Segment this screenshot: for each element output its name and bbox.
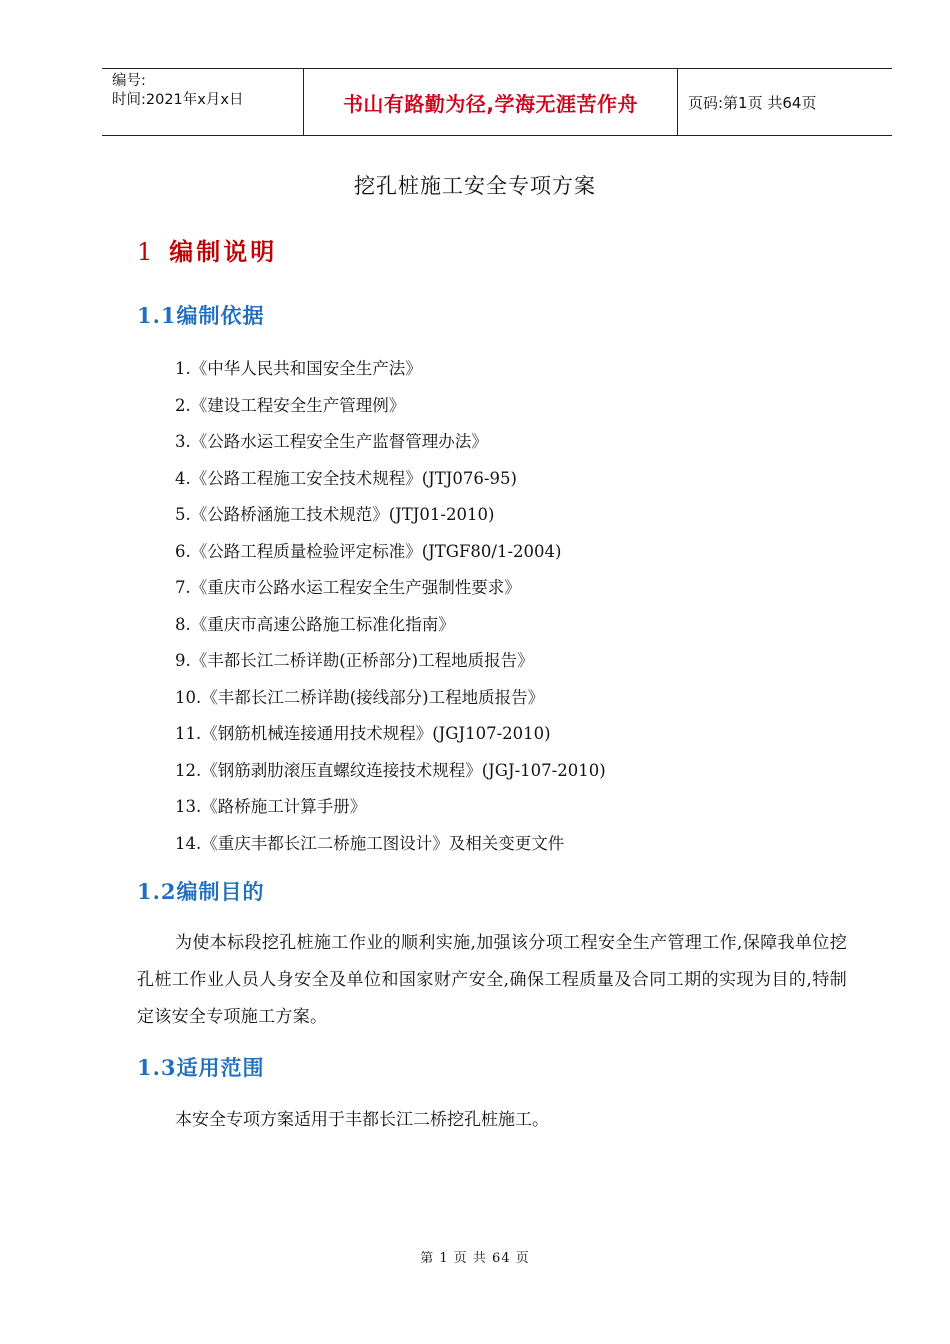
reference-item: 5.《公路桥涵施工技术规范》(JTJ01-2010) [175,505,495,524]
reference-item: 4.《公路工程施工安全技术规程》(JTJ076-95) [175,469,517,488]
page-header [102,68,892,136]
reference-item: 12.《钢筋剥肋滚压直螺纹连接技术规程》(JGJ-107-2010) [175,761,606,780]
reference-item: 9.《丰都长江二桥详勘(正桥部分)工程地质报告》 [175,651,534,670]
section-1-title: 编制说明 [169,237,278,266]
reference-item: 3.《公路水运工程安全生产监督管理办法》 [175,432,488,451]
page-footer: 第 1 页 共 64 页 [420,1251,530,1266]
header-number-label: 编号: [112,73,146,89]
reference-item: 2.《建设工程安全生产管理例》 [175,396,406,415]
purpose-paragraph: 为使本标段挖孔桩施工作业的顺利实施,加强该分项工程安全生产管理工作,保障我单位挖孔桩工作业人员人身安全及单位和国家财产安全,确保工程质量及合同工期的实现为目的,特制定该安全专项施工方案。 [137,933,847,1027]
section-1-number: 1 [137,238,156,266]
header-motto: 书山有路勤为径,学海无涯苦作舟 [304,69,678,135]
section-1-heading [137,232,277,267]
scope-paragraph: 本安全专项方案适用于丰都长江二桥挖孔桩施工。 [175,1110,549,1130]
header-time-label: 时间:2021年x月x日 [112,92,244,108]
reference-item: 1.《中华人民共和国安全生产法》 [175,359,422,378]
section-1-2-heading: 1.2编制目的 [137,879,265,904]
header-page-info: 页码:第1页 共64页 [688,93,817,112]
reference-item: 11.《钢筋机械连接通用技术规程》(JGJ107-2010) [175,724,551,743]
reference-item: 13.《路桥施工计算手册》 [175,797,367,816]
reference-item: 10.《丰都长江二桥详勘(接线部分)工程地质报告》 [175,688,545,707]
document-title: 挖孔桩施工安全专项方案 [354,174,596,198]
reference-item: 8.《重庆市高速公路施工标准化指南》 [175,615,455,634]
reference-item: 7.《重庆市公路水运工程安全生产强制性要求》 [175,578,521,597]
reference-item: 14.《重庆丰都长江二桥施工图设计》及相关变更文件 [175,834,565,853]
reference-item: 6.《公路工程质量检验评定标准》(JTGF80/1-2004) [175,542,562,561]
section-1-3-heading: 1.3适用范围 [137,1055,265,1080]
section-1-1-heading: 1.1编制依据 [137,303,265,328]
header-meta [102,69,304,135]
